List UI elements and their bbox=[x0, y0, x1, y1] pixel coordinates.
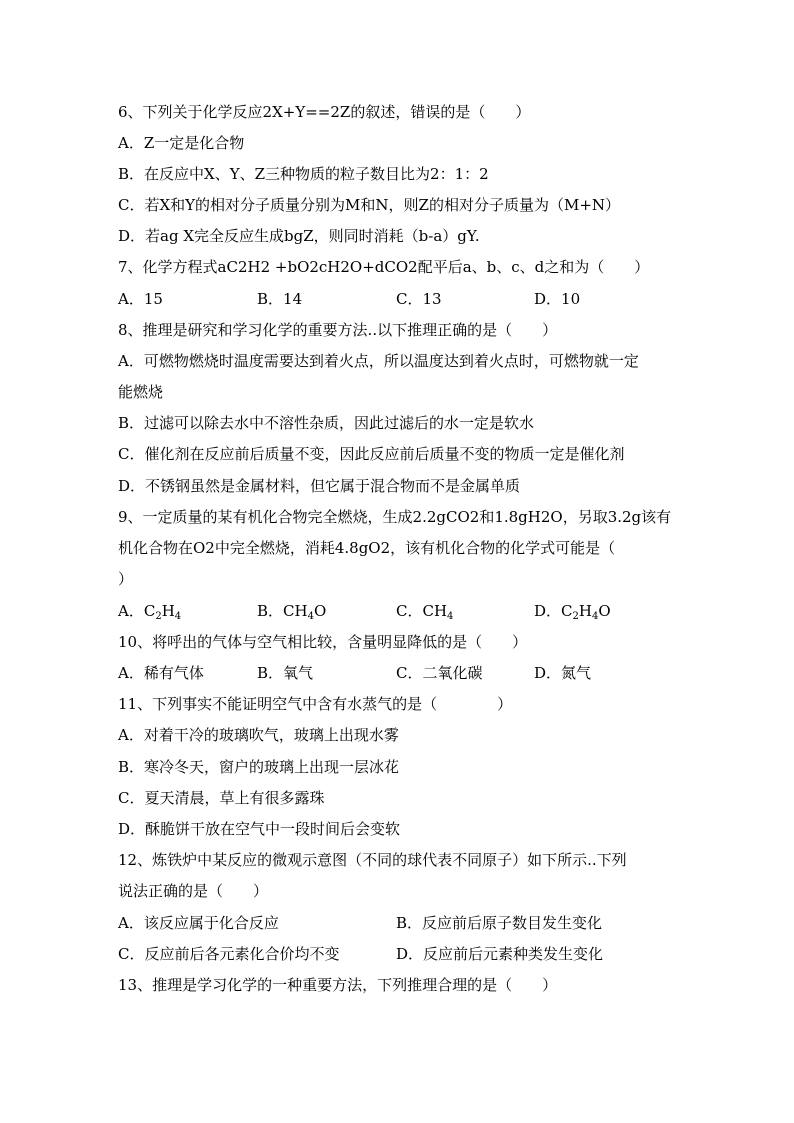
question-9-option-b: B．$CH_4O$ bbox=[257, 602, 327, 622]
question-9-option-a: A．$C_2H_4$ bbox=[118, 602, 182, 622]
question-9-stem-line3: ） bbox=[118, 570, 134, 588]
question-12-option-b: B．反应前后原子数目发生变化 bbox=[396, 914, 603, 932]
question-8-option-a-line1: A．可燃物燃烧时温度需要达到着火点，所以温度达到着火点时，可燃物就一定 bbox=[118, 352, 639, 370]
question-6-stem: 6、下列关于化学反应2X+Y==2Z的叙述，错误的是（ ） bbox=[118, 103, 531, 121]
question-8-option-b: B．过滤可以除去水中不溶性杂质，因此过滤后的水一定是软水 bbox=[118, 414, 535, 432]
question-8-option-d: D．不锈钢虽然是金属材料，但它属于混合物而不是金属单质 bbox=[118, 477, 521, 495]
question-11-option-a: A．对着干冷的玻璃吹气，玻璃上出现水雾 bbox=[118, 726, 399, 744]
question-7-option-a: A．15 bbox=[118, 290, 163, 308]
question-12-stem-line2: 说法正确的是（ ） bbox=[118, 882, 269, 900]
question-12-option-c: C．反应前后各元素化合价均不变 bbox=[118, 945, 340, 963]
question-10-stem: 10、将呼出的气体与空气相比较，含量明显降低的是（ ） bbox=[118, 633, 528, 651]
question-10-option-a: A．稀有气体 bbox=[118, 664, 204, 682]
question-8-option-c: C．催化剂在反应前后质量不变，因此反应前后质量不变的物质一定是催化剂 bbox=[118, 445, 625, 463]
question-6-option-a: A．Z一定是化合物 bbox=[118, 134, 245, 152]
question-13-stem: 13、推理是学习化学的一种重要方法，下列推理合理的是（ ） bbox=[118, 976, 558, 994]
question-12-option-d: D．反应前后元素种类发生变化 bbox=[396, 945, 604, 963]
question-9-option-c: C．$CH_4$ bbox=[396, 602, 454, 622]
question-8-stem: 8、推理是研究和学习化学的重要方法..以下推理正确的是（ ） bbox=[118, 321, 558, 339]
question-10-option-c: C．二氧化碳 bbox=[396, 664, 483, 682]
question-11-option-d: D．酥脆饼干放在空气中一段时间后会变软 bbox=[118, 820, 401, 838]
question-6-option-c: C．若X和Y的相对分子质量分别为M和N，则Z的相对分子质量为（M+N） bbox=[118, 196, 621, 214]
question-7-option-b: B．14 bbox=[257, 290, 303, 308]
question-9-option-d: D．$C_2H_4O$ bbox=[534, 602, 611, 622]
question-10-option-d: D．氮气 bbox=[534, 664, 592, 682]
question-9-stem-line1: 9、一定质量的某有机化合物完全燃烧，生成2.2gCO2和1.8gH2O，另取3.2g该有 bbox=[118, 508, 672, 526]
question-11-option-b: B．寒冷冬天，窗户的玻璃上出现一层冰花 bbox=[118, 758, 400, 776]
question-11-option-c: C．夏天清晨，草上有很多露珠 bbox=[118, 789, 325, 807]
question-7-option-d: D．10 bbox=[534, 290, 581, 308]
question-12-stem-line1: 12、炼铁炉中某反应的微观示意图（不同的球代表不同原子）如下所示..下列 bbox=[118, 851, 627, 869]
question-11-stem: 11、下列事实不能证明空气中含有水蒸气的是（ ） bbox=[118, 695, 513, 713]
question-8-option-a-line2: 能燃烧 bbox=[118, 383, 164, 401]
question-10-option-b: B．氧气 bbox=[257, 664, 314, 682]
question-12-option-a: A．该反应属于化合反应 bbox=[118, 914, 279, 932]
question-6-option-b: B．在反应中X、Y、Z三种物质的粒子数目比为2：1：2 bbox=[118, 165, 489, 183]
question-9-stem-line2: 机化合物在O2中完全燃烧，消耗4.8gO2，该有机化合物的化学式可能是（ bbox=[118, 539, 616, 557]
question-7-option-c: C．13 bbox=[396, 290, 442, 308]
question-6-option-d: D．若ag X完全反应生成bgZ，则同时消耗（b-a）gY. bbox=[118, 227, 480, 245]
question-7-stem: 7、化学方程式aC2H2 +bO2cH2O+dCO2配平后a、b、c、d之和为（ ） bbox=[118, 258, 650, 276]
